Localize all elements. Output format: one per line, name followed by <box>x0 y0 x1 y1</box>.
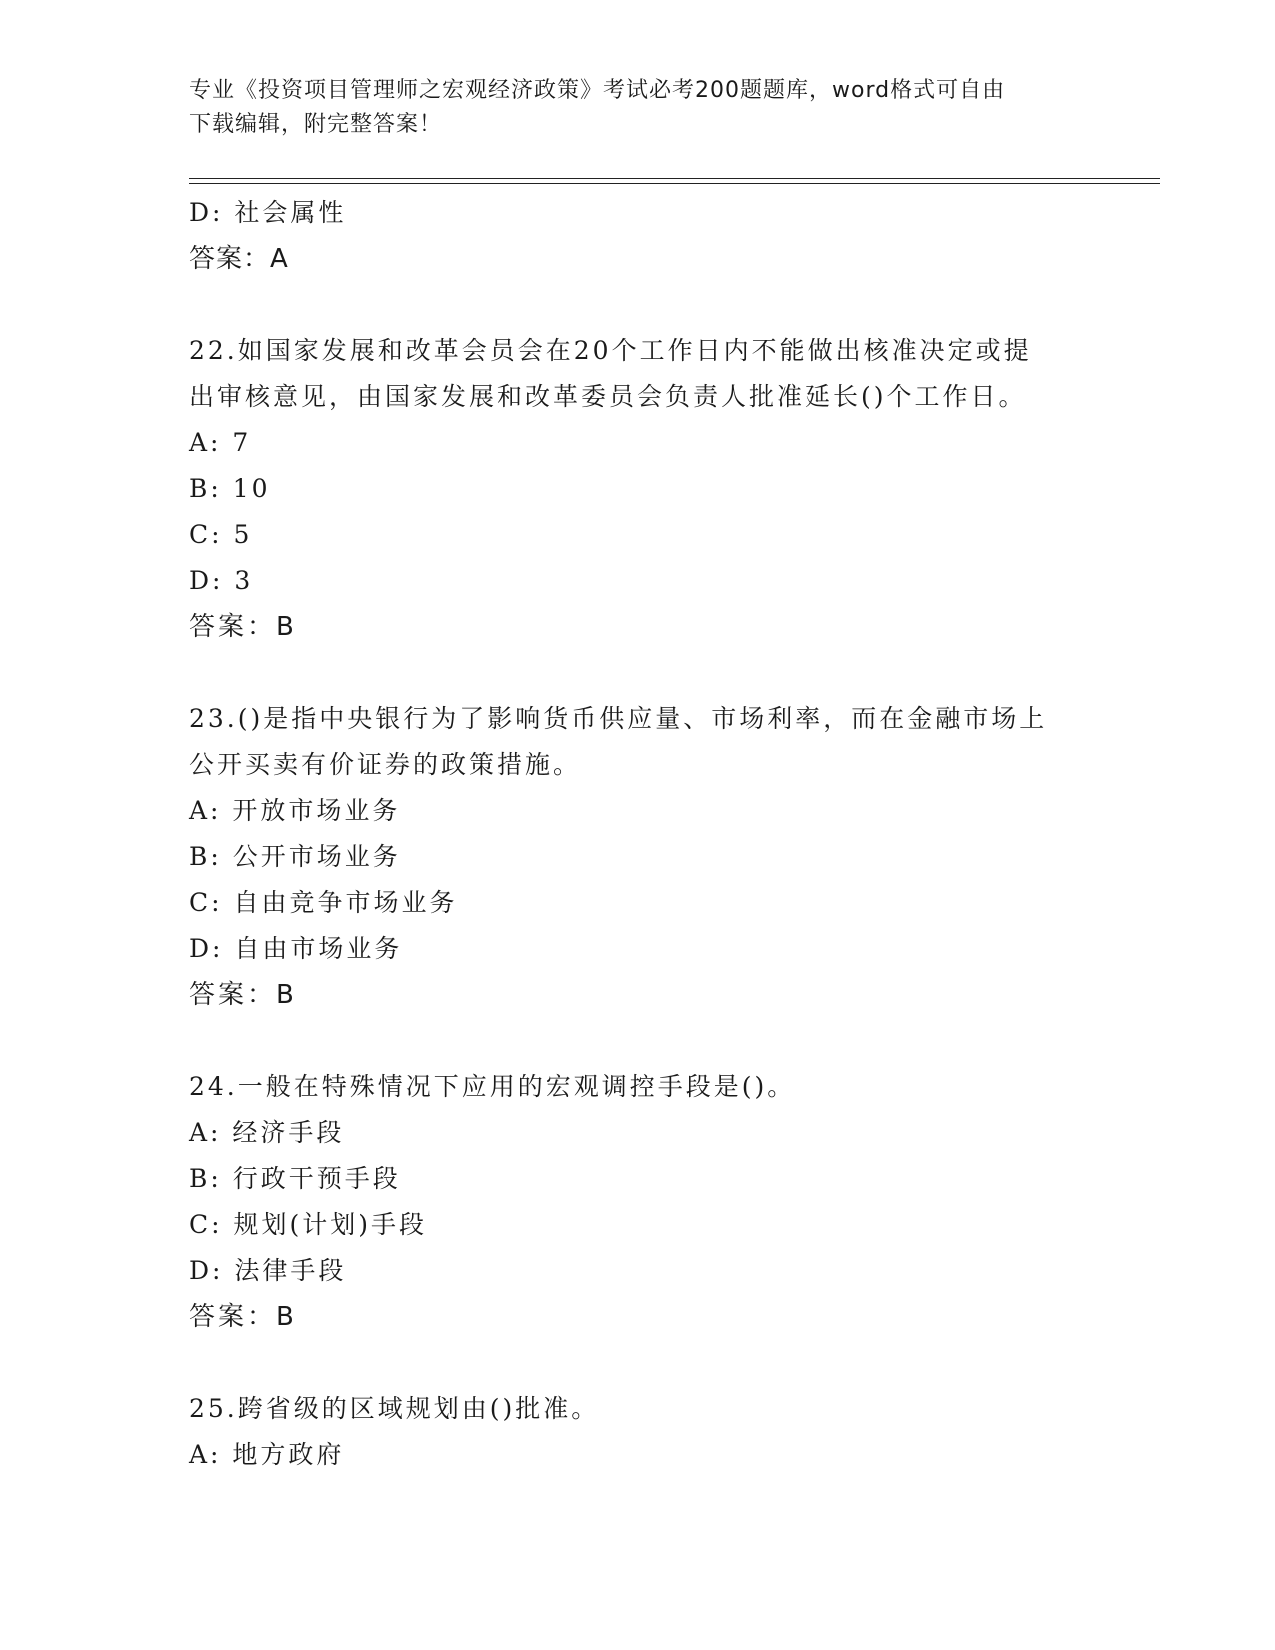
option-line: A: 经济手段 <box>189 1118 345 1147</box>
question-text: 25.跨省级的区域规划由()批准。 <box>189 1394 600 1423</box>
option-line: C: 规划(计划)手段 <box>189 1210 428 1239</box>
header-rule-bottom <box>189 183 1160 184</box>
option-line: C: 自由竞争市场业务 <box>189 888 458 917</box>
document-header <box>189 74 1089 142</box>
question-22 <box>189 328 1089 650</box>
option-line: D: 自由市场业务 <box>189 934 403 963</box>
question-text: 24.一般在特殊情况下应用的宏观调控手段是()。 <box>189 1072 796 1101</box>
option-line: A: 7 <box>189 428 252 457</box>
question-text: 公开买卖有价证券的政策措施。 <box>189 750 582 779</box>
option-line: D: 3 <box>189 566 254 595</box>
option-line: A: 开放市场业务 <box>189 796 401 825</box>
option-line: B: 行政干预手段 <box>189 1164 401 1193</box>
option-line: D: 法律手段 <box>189 1256 347 1285</box>
option-line: B: 公开市场业务 <box>189 842 401 871</box>
document-body <box>189 190 1089 1478</box>
question-text: 出审核意见，由国家发展和改革委员会负责人批准延长()个工作日。 <box>189 382 1027 411</box>
option-line: B: 10 <box>189 474 271 503</box>
header-line-2: 下载编辑，附完整答案！ <box>189 112 443 137</box>
header-line-1: 专业《投资项目管理师之宏观经济政策》考试必考200题题库，word格式可自由 <box>189 78 1006 103</box>
question-25 <box>189 1386 1089 1478</box>
answer-line: 答案：A <box>189 244 289 274</box>
question-text: 22.如国家发展和改革会员会在20个工作日内不能做出核准决定或提 <box>189 336 1032 365</box>
answer-line: 答案：B <box>189 980 297 1010</box>
option-line: A: 地方政府 <box>189 1440 345 1469</box>
question-text: 23.()是指中央银行为了影响货币供应量、市场利率，而在金融市场上 <box>189 704 1048 733</box>
question-24 <box>189 1064 1089 1340</box>
option-line: C: 5 <box>189 520 253 549</box>
answer-line: 答案：B <box>189 1302 297 1332</box>
header-rule-top <box>189 178 1160 179</box>
option-line: D: 社会属性 <box>189 198 347 227</box>
question-23 <box>189 696 1089 1018</box>
answer-line: 答案：B <box>189 612 297 642</box>
